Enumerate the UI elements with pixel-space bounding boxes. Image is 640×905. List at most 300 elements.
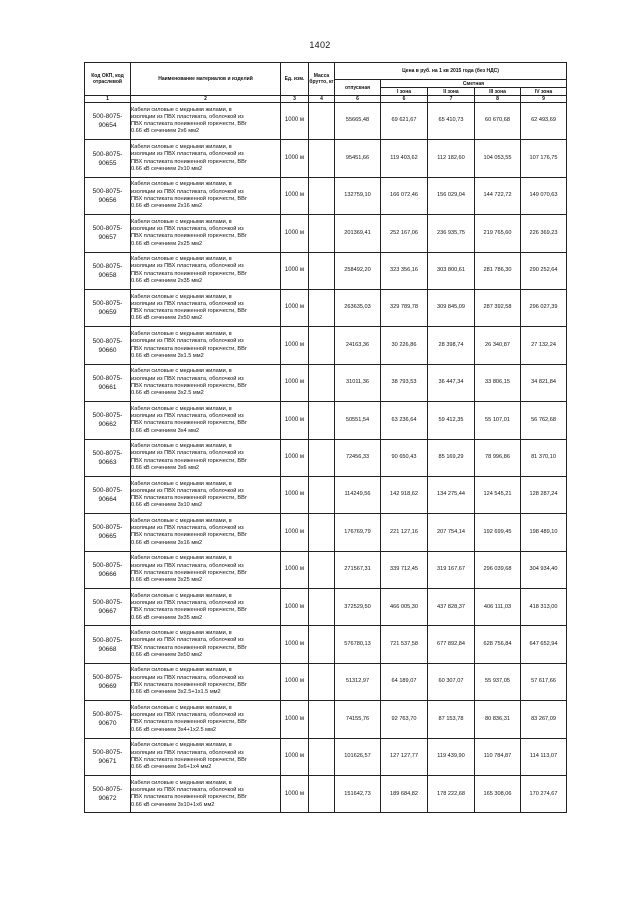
header-code: Код ОКП, код отраслевой: [85, 63, 131, 96]
row-zone-2-price: 437 828,37: [428, 589, 475, 626]
row-code-line: 90658: [98, 271, 117, 279]
row-code-line: 500-8075-: [92, 449, 123, 457]
row-name-line: 0.66 кВ сечением 3х1.5 мм2: [131, 352, 204, 359]
row-mass: [309, 663, 335, 700]
row-code-line: 90654: [98, 122, 117, 130]
row-zone-3-price: 144 722,72: [475, 177, 521, 214]
row-zone-4-price: 107 176,75: [521, 140, 567, 177]
table-row: [85, 589, 567, 626]
row-code-line: 500-8075-: [92, 599, 123, 607]
table-row: [85, 776, 567, 813]
row-zone-1-price: 38 793,53: [381, 364, 428, 401]
row-mass: [309, 514, 335, 551]
row-mass: [309, 626, 335, 663]
row-zone-4-price: 418 313,00: [521, 589, 567, 626]
row-zone-2-price: 236 935,75: [428, 215, 475, 252]
page-number: 1402: [309, 40, 331, 50]
row-code-line: 500-8075-: [92, 374, 123, 382]
row-zone-4-price: 62 493,69: [521, 103, 567, 140]
row-name-line: ПВХ пластиката пониженной горючести, ВВг: [131, 794, 247, 801]
row-code: [85, 177, 131, 214]
row-unit: 1000 м: [281, 402, 309, 439]
row-release-price: 576780,13: [335, 626, 381, 663]
row-name-line: изоляции из ПВХ пластиката, оболочкой из: [131, 599, 244, 606]
header-mass: Масса брутто, кг: [309, 63, 335, 96]
header-zone-3: III зона: [475, 88, 521, 96]
row-zone-2-price: 36 447,34: [428, 364, 475, 401]
row-release-price: 50551,54: [335, 402, 381, 439]
row-name-line: 0.66 кВ сечением 2х25 мм2: [131, 240, 203, 247]
row-mass: [309, 551, 335, 588]
row-code: [85, 215, 131, 252]
row-name: [131, 289, 281, 326]
row-code-line: 500-8075-: [92, 674, 123, 682]
row-name-line: изоляции из ПВХ пластиката, оболочкой из: [131, 450, 244, 457]
column-number: 7: [428, 96, 475, 103]
row-name-line: Кабели силовые с медными жилами, в: [131, 742, 232, 749]
row-mass: [309, 215, 335, 252]
row-zone-2-price: 319 167,67: [428, 551, 475, 588]
table-body: [85, 103, 567, 813]
row-zone-4-price: 647 652,94: [521, 626, 567, 663]
row-name-line: 0.66 кВ сечением 3х4 мм2: [131, 427, 200, 434]
row-release-price: 95451,66: [335, 140, 381, 177]
row-unit: 1000 м: [281, 738, 309, 775]
row-code: [85, 626, 131, 663]
row-name: [131, 663, 281, 700]
row-name: [131, 551, 281, 588]
row-release-price: 372529,50: [335, 589, 381, 626]
row-mass: [309, 738, 335, 775]
row-unit: 1000 м: [281, 252, 309, 289]
table-row: [85, 177, 567, 214]
table-row: [85, 215, 567, 252]
row-zone-4-price: 128 287,24: [521, 476, 567, 513]
row-name-line: изоляции из ПВХ пластиката, оболочкой из: [131, 749, 244, 756]
row-zone-3-price: 219 765,60: [475, 215, 521, 252]
row-name: [131, 439, 281, 476]
row-name-line: 0.66 кВ сечением 3х35 мм2: [131, 614, 203, 621]
row-zone-1-price: 90 650,43: [381, 439, 428, 476]
column-number: 8: [475, 96, 521, 103]
row-name-line: Кабели силовые с медными жилами, в: [131, 630, 232, 637]
row-zone-2-price: 156 029,04: [428, 177, 475, 214]
row-name-line: изоляции из ПВХ пластиката, оболочкой из: [131, 786, 244, 793]
row-name-line: ПВХ пластиката пониженной горючести, ВВг: [131, 569, 247, 576]
row-zone-2-price: 207 754,14: [428, 514, 475, 551]
row-zone-3-price: 281 786,30: [475, 252, 521, 289]
row-zone-4-price: 198 489,10: [521, 514, 567, 551]
row-code: [85, 776, 131, 813]
row-name-line: ПВХ пластиката пониженной горючести, ВВг: [131, 532, 247, 539]
row-release-price: 271567,31: [335, 551, 381, 588]
row-zone-3-price: 60 670,68: [475, 103, 521, 140]
row-mass: [309, 589, 335, 626]
column-number: 4: [309, 96, 335, 103]
row-name-line: 0.66 кВ сечением 2х6 мм2: [131, 128, 200, 135]
row-code-line: 90669: [98, 683, 117, 691]
row-name-line: ПВХ пластиката пониженной горючести, ВВг: [131, 345, 247, 352]
header-price-group: Цена в руб. на 1 кв 2015 года (без НДС): [335, 63, 567, 80]
row-code: [85, 327, 131, 364]
row-code: [85, 402, 131, 439]
row-zone-1-price: 221 127,16: [381, 514, 428, 551]
row-zone-1-price: 69 621,67: [381, 103, 428, 140]
row-zone-4-price: 83 267,09: [521, 701, 567, 738]
row-code: [85, 663, 131, 700]
header-estimate-price: Сметная: [381, 80, 567, 88]
price-table: [84, 62, 567, 813]
row-mass: [309, 439, 335, 476]
row-name-line: ПВХ пластиката пониженной горючести, ВВг: [131, 195, 247, 202]
row-code-line: 500-8075-: [92, 711, 123, 719]
row-zone-1-price: 323 356,16: [381, 252, 428, 289]
row-name-line: изоляции из ПВХ пластиката, оболочкой из: [131, 637, 244, 644]
row-code-line: 500-8075-: [92, 748, 123, 756]
row-mass: [309, 327, 335, 364]
row-zone-3-price: 124 545,21: [475, 476, 521, 513]
row-name-line: ПВХ пластиката пониженной горючести, ВВг: [131, 158, 247, 165]
row-zone-1-price: 30 226,86: [381, 327, 428, 364]
row-zone-1-price: 119 403,62: [381, 140, 428, 177]
row-zone-4-price: 27 132,24: [521, 327, 567, 364]
row-name-line: ПВХ пластиката пониженной горючести, ВВг: [131, 420, 247, 427]
row-mass: [309, 140, 335, 177]
column-number-row: [85, 96, 567, 103]
row-name: [131, 140, 281, 177]
row-name-line: ПВХ пластиката пониженной горючести, ВВг: [131, 382, 247, 389]
table-row: [85, 514, 567, 551]
row-zone-4-price: 34 821,84: [521, 364, 567, 401]
row-code: [85, 252, 131, 289]
row-name: [131, 364, 281, 401]
row-name: [131, 514, 281, 551]
row-code: [85, 701, 131, 738]
header-zone-2: II зона: [428, 88, 475, 96]
row-name-line: изоляции из ПВХ пластиката, оболочкой из: [131, 113, 244, 120]
column-number: 1: [85, 96, 131, 103]
row-zone-4-price: 170 274,67: [521, 776, 567, 813]
row-code-line: 90659: [98, 309, 117, 317]
table-row: [85, 551, 567, 588]
column-number: 6: [381, 96, 428, 103]
row-zone-4-price: 114 113,07: [521, 738, 567, 775]
row-name-line: 0.66 кВ сечением 3х6+1х4 мм2: [131, 764, 212, 771]
table-row: [85, 439, 567, 476]
row-code-line: 500-8075-: [92, 113, 123, 121]
row-unit: 1000 м: [281, 514, 309, 551]
row-name-line: изоляции из ПВХ пластиката, оболочкой из: [131, 562, 244, 569]
row-zone-2-price: 85 169,29: [428, 439, 475, 476]
row-zone-3-price: 78 996,86: [475, 439, 521, 476]
row-name-line: Кабели силовые с медными жилами, в: [131, 181, 232, 188]
row-name-line: изоляции из ПВХ пластиката, оболочкой из: [131, 525, 244, 532]
row-name-line: изоляции из ПВХ пластиката, оболочкой из: [131, 413, 244, 420]
row-zone-4-price: 290 252,64: [521, 252, 567, 289]
row-name-line: ПВХ пластиката пониженной горючести, ВВг: [131, 682, 247, 689]
row-release-price: 132759,10: [335, 177, 381, 214]
table-row: [85, 738, 567, 775]
row-zone-2-price: 87 153,78: [428, 701, 475, 738]
row-name: [131, 589, 281, 626]
row-name-line: изоляции из ПВХ пластиката, оболочкой из: [131, 226, 244, 233]
row-zone-3-price: 55 107,01: [475, 402, 521, 439]
row-name: [131, 215, 281, 252]
row-code-line: 90667: [98, 608, 117, 616]
row-code-line: 90670: [98, 720, 117, 728]
row-name: [131, 402, 281, 439]
row-code: [85, 476, 131, 513]
row-code-line: 500-8075-: [92, 636, 123, 644]
row-name-line: ПВХ пластиката пониженной горючести, ВВг: [131, 233, 247, 240]
row-zone-3-price: 26 340,87: [475, 327, 521, 364]
row-zone-4-price: 226 369,23: [521, 215, 567, 252]
row-release-price: 263635,03: [335, 289, 381, 326]
row-name-line: ПВХ пластиката пониженной горючести, ВВг: [131, 270, 247, 277]
row-code-line: 90663: [98, 458, 117, 466]
row-name-line: Кабели силовые с медными жилами, в: [131, 256, 232, 263]
row-code-line: 90661: [98, 383, 117, 391]
row-code-line: 90662: [98, 421, 117, 429]
row-zone-1-price: 166 072,46: [381, 177, 428, 214]
row-mass: [309, 701, 335, 738]
row-zone-4-price: 57 617,66: [521, 663, 567, 700]
row-code-line: 500-8075-: [92, 150, 123, 158]
row-unit: 1000 м: [281, 476, 309, 513]
row-name-line: изоляции из ПВХ пластиката, оболочкой из: [131, 375, 244, 382]
row-zone-1-price: 127 127,77: [381, 738, 428, 775]
table-row: [85, 252, 567, 289]
row-code: [85, 738, 131, 775]
row-name-line: ПВХ пластиката пониженной горючести, ВВг: [131, 607, 247, 614]
row-zone-2-price: 178 222,68: [428, 776, 475, 813]
row-name-line: изоляции из ПВХ пластиката, оболочкой из: [131, 300, 244, 307]
row-release-price: 72456,33: [335, 439, 381, 476]
row-zone-4-price: 304 934,40: [521, 551, 567, 588]
row-zone-3-price: 33 806,15: [475, 364, 521, 401]
row-name-line: Кабели силовые с медными жилами, в: [131, 218, 232, 225]
column-number: 9: [521, 96, 567, 103]
row-zone-4-price: 56 762,68: [521, 402, 567, 439]
row-zone-2-price: 309 845,09: [428, 289, 475, 326]
row-name-line: изоляции из ПВХ пластиката, оболочкой из: [131, 487, 244, 494]
row-name-line: ПВХ пластиката пониженной горючести, ВВг: [131, 644, 247, 651]
row-name-line: ПВХ пластиката пониженной горючести, ВВг: [131, 457, 247, 464]
row-zone-3-price: 165 308,06: [475, 776, 521, 813]
table-row: [85, 103, 567, 140]
header-name: Наименование материалов и изделий: [131, 63, 281, 96]
row-code-line: 90672: [98, 795, 117, 803]
row-zone-3-price: 55 937,05: [475, 663, 521, 700]
row-unit: 1000 м: [281, 701, 309, 738]
row-name: [131, 177, 281, 214]
row-zone-2-price: 677 892,84: [428, 626, 475, 663]
row-zone-3-price: 287 392,58: [475, 289, 521, 326]
row-name-line: изоляции из ПВХ пластиката, оболочкой из: [131, 263, 244, 270]
row-zone-1-price: 64 189,07: [381, 663, 428, 700]
row-zone-1-price: 189 684,82: [381, 776, 428, 813]
row-code: [85, 364, 131, 401]
row-unit: 1000 м: [281, 364, 309, 401]
column-number: 6: [335, 96, 381, 103]
row-name-line: изоляции из ПВХ пластиката, оболочкой из: [131, 674, 244, 681]
row-code-line: 500-8075-: [92, 337, 123, 345]
row-name: [131, 252, 281, 289]
row-name-line: изоляции из ПВХ пластиката, оболочкой из: [131, 188, 244, 195]
row-name: [131, 476, 281, 513]
row-name-line: 0.66 кВ сечением 2х50 мм2: [131, 315, 203, 322]
row-name-line: 0.66 кВ сечением 3х6 мм2: [131, 465, 200, 471]
row-code: [85, 589, 131, 626]
row-name: [131, 738, 281, 775]
row-release-price: 258492,20: [335, 252, 381, 289]
row-name-line: ПВХ пластиката пониженной горючести, ВВг: [131, 308, 247, 315]
table-row: [85, 476, 567, 513]
row-code: [85, 289, 131, 326]
table-row: [85, 289, 567, 326]
row-unit: 1000 м: [281, 551, 309, 588]
row-release-price: 101626,57: [335, 738, 381, 775]
row-name-line: 0.66 кВ сечением 3х2.5 мм2: [131, 390, 204, 397]
row-code-line: 500-8075-: [92, 786, 123, 794]
row-name-line: ПВХ пластиката пониженной горючести, ВВг: [131, 495, 247, 502]
row-name: [131, 626, 281, 663]
row-code-line: 90666: [98, 570, 117, 578]
row-code-line: 500-8075-: [92, 561, 123, 569]
row-name-line: Кабели силовые с медными жилами, в: [131, 293, 232, 300]
row-code-line: 500-8075-: [92, 187, 123, 195]
row-code-line: 90656: [98, 196, 117, 204]
table-row: [85, 140, 567, 177]
row-code: [85, 439, 131, 476]
row-release-price: 151642,73: [335, 776, 381, 813]
row-name-line: 0.66 кВ сечением 3х10+1х6 мм2: [131, 801, 215, 808]
row-zone-1-price: 466 005,30: [381, 589, 428, 626]
row-name-line: Кабели силовые с медными жилами, в: [131, 555, 232, 562]
row-name: [131, 776, 281, 813]
row-unit: 1000 м: [281, 215, 309, 252]
row-zone-3-price: 104 053,55: [475, 140, 521, 177]
row-zone-4-price: 81 370,10: [521, 439, 567, 476]
table-row: [85, 663, 567, 700]
row-zone-1-price: 92 763,70: [381, 701, 428, 738]
header-zone-4: IV зона: [521, 88, 567, 96]
row-release-price: 201369,41: [335, 215, 381, 252]
row-code-line: 500-8075-: [92, 412, 123, 420]
table-row: [85, 327, 567, 364]
row-code-line: 500-8075-: [92, 225, 123, 233]
row-mass: [309, 476, 335, 513]
row-name-line: Кабели силовые с медными жилами, в: [131, 368, 232, 375]
table-row: [85, 402, 567, 439]
row-mass: [309, 177, 335, 214]
row-zone-1-price: 721 537,58: [381, 626, 428, 663]
row-name: [131, 701, 281, 738]
row-name-line: Кабели силовые с медными жилами, в: [131, 667, 232, 674]
table-row: [85, 701, 567, 738]
row-unit: 1000 м: [281, 776, 309, 813]
row-zone-1-price: 252 167,06: [381, 215, 428, 252]
row-code-line: 90665: [98, 533, 117, 541]
row-zone-2-price: 112 182,60: [428, 140, 475, 177]
row-code: [85, 140, 131, 177]
row-zone-2-price: 134 275,44: [428, 476, 475, 513]
row-code: [85, 103, 131, 140]
row-name-line: 0.66 кВ сечением 3х16 мм2: [131, 539, 203, 546]
row-unit: 1000 м: [281, 626, 309, 663]
column-number: 3: [281, 96, 309, 103]
row-zone-2-price: 59 412,35: [428, 402, 475, 439]
row-code-line: 90668: [98, 645, 117, 653]
row-zone-4-price: 149 070,63: [521, 177, 567, 214]
row-name-line: 0.66 кВ сечением 3х10 мм2: [131, 502, 203, 509]
row-zone-2-price: 60 307,07: [428, 663, 475, 700]
row-name-line: Кабели силовые с медными жилами, в: [131, 443, 232, 450]
row-zone-4-price: 296 027,39: [521, 289, 567, 326]
row-name-line: Кабели силовые с медными жилами, в: [131, 106, 232, 113]
row-code-line: 90655: [98, 159, 117, 167]
table-row: [85, 626, 567, 663]
row-unit: 1000 м: [281, 289, 309, 326]
row-name-line: ПВХ пластиката пониженной горючести, ВВг: [131, 756, 247, 763]
row-unit: 1000 м: [281, 177, 309, 214]
row-zone-3-price: 80 836,31: [475, 701, 521, 738]
row-release-price: 176769,79: [335, 514, 381, 551]
row-code-line: 90664: [98, 496, 117, 504]
row-name-line: Кабели силовые с медными жилами, в: [131, 330, 232, 337]
row-zone-3-price: 110 784,87: [475, 738, 521, 775]
row-name-line: Кабели силовые с медными жилами, в: [131, 143, 232, 150]
row-code-line: 90660: [98, 346, 117, 354]
row-release-price: 74155,76: [335, 701, 381, 738]
row-zone-1-price: 329 789,78: [381, 289, 428, 326]
row-mass: [309, 402, 335, 439]
row-unit: 1000 м: [281, 439, 309, 476]
row-name-line: 0.66 кВ сечением 3х25 мм2: [131, 577, 203, 584]
header-zone-1: I зона: [381, 88, 428, 96]
row-name-line: изоляции из ПВХ пластиката, оболочкой из: [131, 712, 244, 719]
row-unit: 1000 м: [281, 103, 309, 140]
row-code-line: 500-8075-: [92, 300, 123, 308]
row-code-line: 500-8075-: [92, 262, 123, 270]
row-zone-3-price: 406 111,03: [475, 589, 521, 626]
row-zone-2-price: 303 800,61: [428, 252, 475, 289]
row-zone-3-price: 628 756,84: [475, 626, 521, 663]
row-mass: [309, 364, 335, 401]
row-zone-2-price: 65 410,73: [428, 103, 475, 140]
row-code-line: 90657: [98, 234, 117, 242]
row-name-line: 0.66 кВ сечением 2х35 мм2: [131, 278, 203, 285]
row-name-line: Кабели силовые с медными жилами, в: [131, 405, 232, 412]
row-zone-3-price: 296 039,68: [475, 551, 521, 588]
row-name-line: ПВХ пластиката пониженной горючести, ВВг: [131, 719, 247, 726]
row-name-line: 0.66 кВ сечением 3х50 мм2: [131, 651, 203, 658]
row-code-line: 500-8075-: [92, 524, 123, 532]
header-unit: Ед. изм.: [281, 63, 309, 96]
row-name-line: 0.66 кВ сечением 3х2.5+1х1.5 мм2: [131, 689, 221, 696]
row-zone-1-price: 339 712,45: [381, 551, 428, 588]
row-mass: [309, 252, 335, 289]
row-name-line: 0.66 кВ сечением 2х16 мм2: [131, 203, 203, 210]
row-name-line: изоляции из ПВХ пластиката, оболочкой из: [131, 338, 244, 345]
row-name-line: Кабели силовые с медными жилами, в: [131, 592, 232, 599]
row-unit: 1000 м: [281, 140, 309, 177]
row-name-line: Кабели силовые с медными жилами, в: [131, 704, 232, 711]
row-code: [85, 514, 131, 551]
row-unit: 1000 м: [281, 589, 309, 626]
row-name-line: 0.66 кВ сечением 3х4+1х2.5 мм2: [131, 726, 216, 733]
table-row: [85, 364, 567, 401]
